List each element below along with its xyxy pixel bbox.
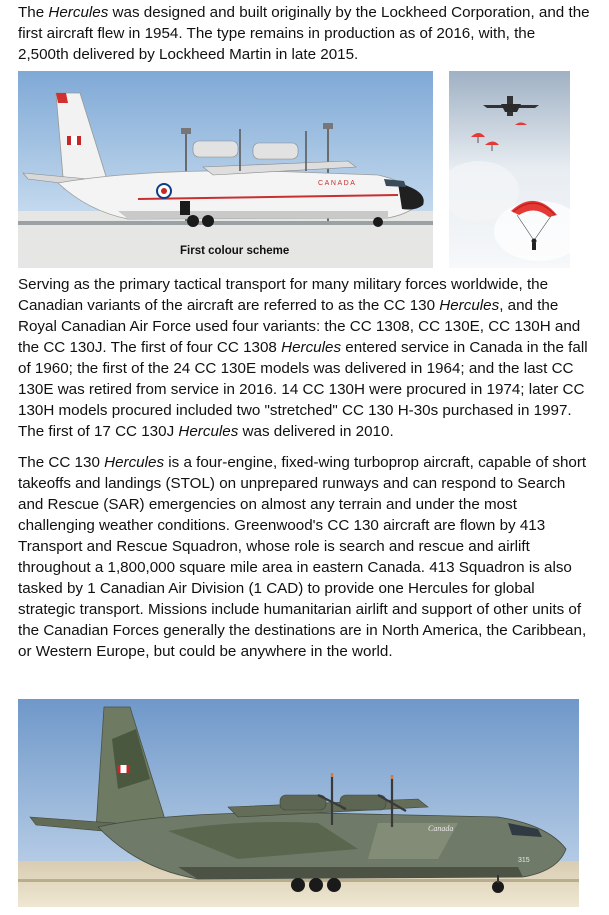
intro-text-a: The: [18, 4, 49, 21]
history-text-1: Serving as the primary tactical transport for many military forces worldwide, the Canadian variants of the aircraft are referred to as the CC 130: [18, 276, 549, 314]
history-text-3: , and the Royal Canadian Air Force used four variants: the CC 1308, CC 130E, CC 130H and the CC 130J. The first of four CC 1308: [18, 297, 581, 356]
tail-number-text: 315: [518, 857, 530, 864]
hercules-camouflage-photo: [18, 699, 579, 907]
history-hercules-italic-2: Hercules: [281, 339, 342, 356]
hercules-first-colour-scheme-photo: [18, 71, 433, 268]
role-text-1: The CC 130: [18, 454, 105, 471]
role-hercules-italic: Hercules: [104, 454, 165, 471]
intro-hercules-italic: Hercules: [48, 4, 109, 21]
fuselage-canada-text: Canada: [428, 824, 454, 833]
history-paragraph: [18, 274, 590, 442]
parachute-drop-photo: [449, 71, 570, 268]
photo-caption: First colour scheme: [180, 245, 290, 257]
intro-paragraph: [18, 2, 590, 65]
history-text-7: was delivered in 2010.: [238, 423, 394, 440]
history-text-5: entered service in Canada in the fall of 1960; the first of the 24 CC 130E models was delivered in 1964; and the last CC 130E was retired from service in 2016. 14 CC 130H were procured in 1974; later CC 130H models procured included two "stretched" CC 130 H-30s purchased in 1997. The first of 17 CC 130J: [18, 339, 588, 440]
history-hercules-italic-3: Hercules: [178, 423, 239, 440]
fuselage-canada-text: C A N A D A: [318, 180, 355, 187]
intro-text-c: was designed and built originally by the Lockheed Corporation, and the first aircraft flew in 1954. The type remains in production as of 2016, with, the 2,500th delivered by Lockheed Martin in late 2015.: [18, 4, 590, 63]
role-paragraph: [18, 452, 590, 662]
history-hercules-italic-1: Hercules: [439, 297, 500, 314]
role-text-3: is a four-engine, fixed-wing turboprop aircraft, capable of short takeoffs and landings (STOL) on unprepared runways and can respond to Search and Rescue (SAR) emergencies on almost any terrain and under the most challenging weather conditions. Greenwood's CC 130 aircraft are flown by 413 Transport and Rescue Squadron, whose role is search and rescue and airlift throughout a 1,800,000 square mile area in eastern Canada. 413 Squadron is also tasked by 1 Canadian Air Division (1 CAD) to provide one Hercules for global strategic transport. Missions include humanitarian airlift and support of other units of the Canadian Forces generally the destinations are in North America, the Caribbean, or Western Europe, but could be anywhere in the world.: [18, 454, 587, 660]
